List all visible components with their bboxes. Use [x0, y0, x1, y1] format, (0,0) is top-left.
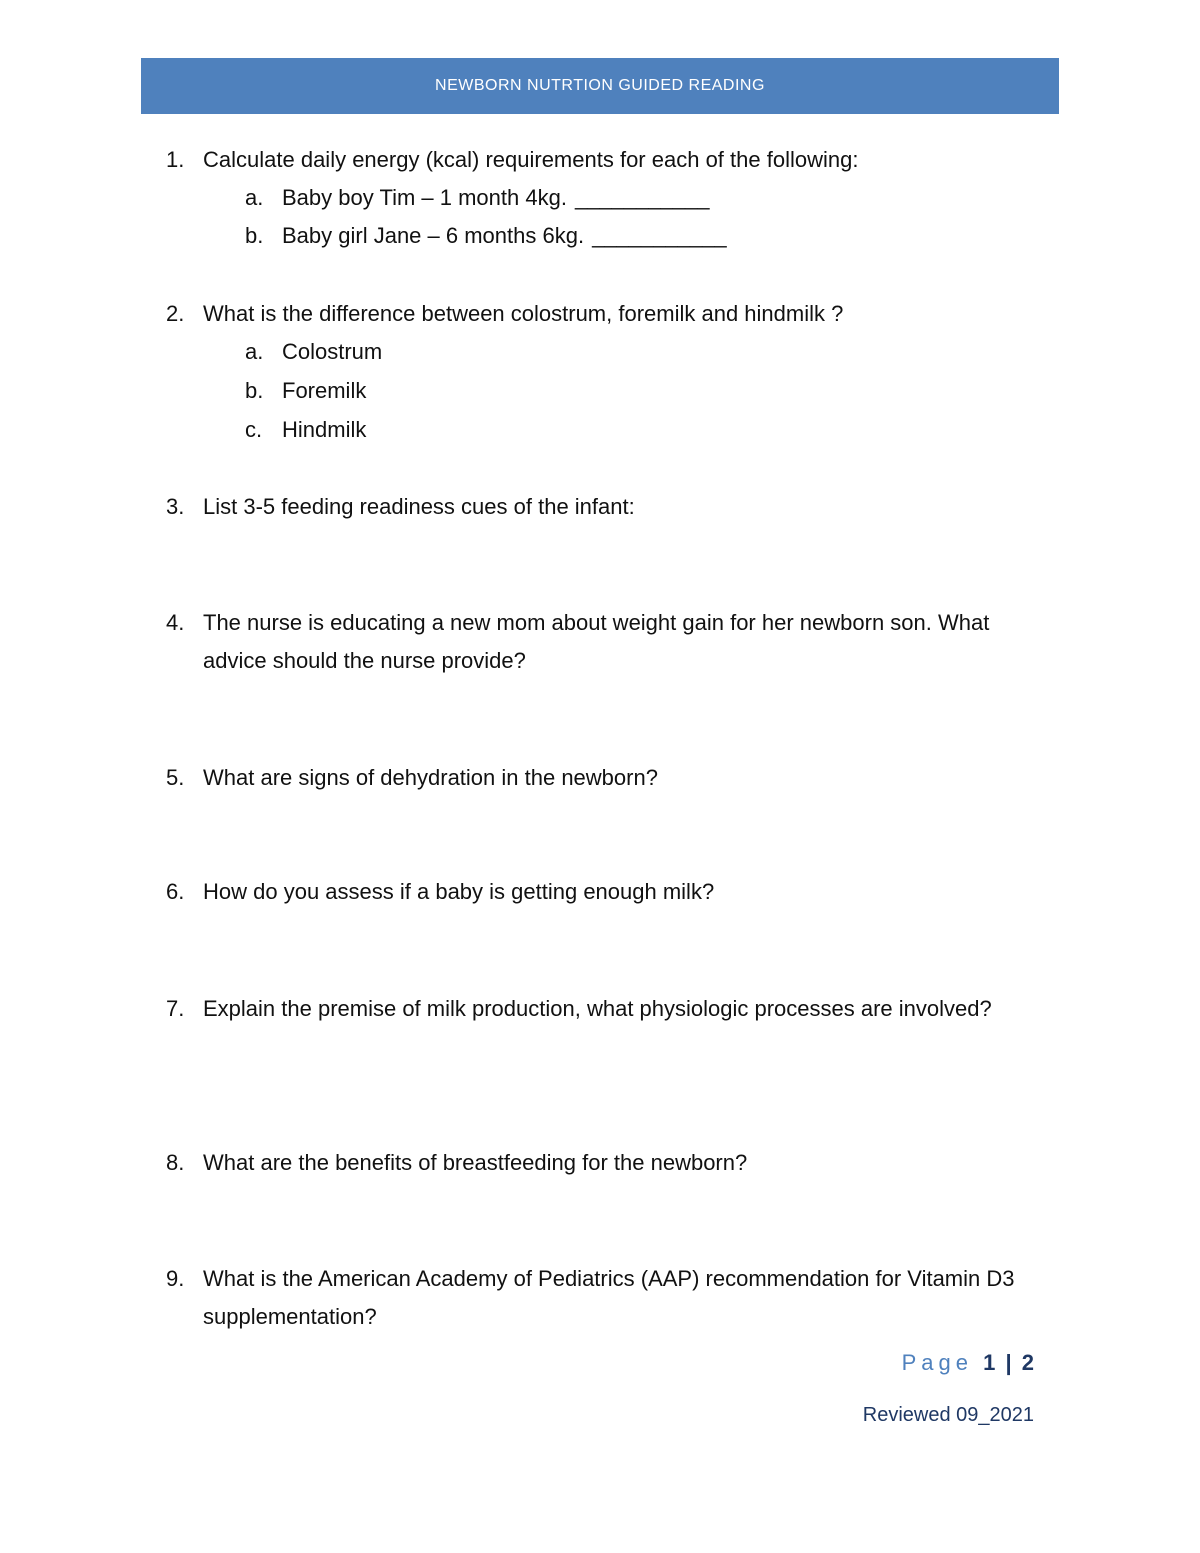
subitem-text: Colostrum	[282, 339, 383, 364]
question-number: 8.	[166, 1150, 185, 1175]
question-text: What are the benefits of breastfeeding for the newborn?	[203, 1150, 748, 1175]
question-9	[166, 1260, 1046, 1336]
question-2-subitem-b	[245, 372, 1025, 410]
question-number: 2.	[166, 301, 185, 326]
question-3	[166, 488, 1046, 526]
question-number: 4.	[166, 610, 185, 635]
subitem-letter: c.	[245, 417, 263, 442]
question-text: What is the difference between colostrum, foremilk and hindmilk ?	[203, 301, 844, 326]
question-1-subitem-b	[245, 217, 1025, 255]
question-8	[166, 1144, 1046, 1182]
subitem-letter: a.	[245, 185, 264, 210]
question-6	[166, 873, 1046, 911]
subitem-letter: b.	[245, 378, 264, 403]
question-2-subitem-a	[245, 333, 1025, 371]
page-label: Page	[901, 1350, 973, 1375]
answer-blank: ___________	[574, 185, 710, 210]
question-4	[166, 604, 1046, 680]
question-text: Explain the premise of milk production, what physiologic processes are involved?	[203, 996, 992, 1021]
question-2-subitem-c	[245, 411, 1025, 449]
question-7	[166, 990, 1046, 1028]
question-1	[166, 141, 1046, 179]
page-current: 1	[983, 1350, 996, 1375]
question-2	[166, 295, 1046, 333]
question-number: 9.	[166, 1266, 185, 1291]
page-number	[902, 1350, 1034, 1376]
reviewed-date: Reviewed 09_2021	[862, 1404, 1034, 1426]
subitem-text: Foremilk	[282, 378, 367, 403]
question-text: How do you assess if a baby is getting enough milk?	[203, 879, 715, 904]
header-band	[141, 58, 1059, 114]
question-number: 1.	[166, 147, 185, 172]
subitem-text: Hindmilk	[282, 417, 367, 442]
subitem-text: Baby boy Tim – 1 month 4kg.	[282, 185, 567, 210]
page-total: 2	[1021, 1350, 1034, 1375]
question-number: 3.	[166, 494, 185, 519]
subitem-text: Baby girl Jane – 6 months 6kg.	[282, 223, 585, 248]
question-text: Calculate daily energy (kcal) requirements for each of the following:	[203, 147, 859, 172]
document-title: NEWBORN NUTRTION GUIDED READING	[435, 77, 765, 94]
subitem-text-wrap	[282, 217, 1025, 255]
question-text: What are signs of dehydration in the newborn?	[203, 765, 658, 790]
question-1-subitem-a	[245, 179, 1025, 217]
page-separator: |	[1005, 1350, 1012, 1375]
answer-blank: ___________	[592, 223, 727, 248]
question-number: 5.	[166, 765, 185, 790]
subitem-text-wrap	[282, 179, 1025, 217]
subitem-letter: a.	[245, 339, 264, 364]
question-number: 7.	[166, 996, 185, 1021]
question-text: List 3-5 feeding readiness cues of the infant:	[203, 494, 635, 519]
question-5	[166, 759, 1046, 797]
question-text: The nurse is educating a new mom about weight gain for her newborn son. What advice should the nurse provide?	[203, 610, 990, 673]
question-number: 6.	[166, 879, 185, 904]
question-text: What is the American Academy of Pediatrics (AAP) recommendation for Vitamin D3 supplementation?	[203, 1266, 1015, 1329]
subitem-letter: b.	[245, 223, 264, 248]
